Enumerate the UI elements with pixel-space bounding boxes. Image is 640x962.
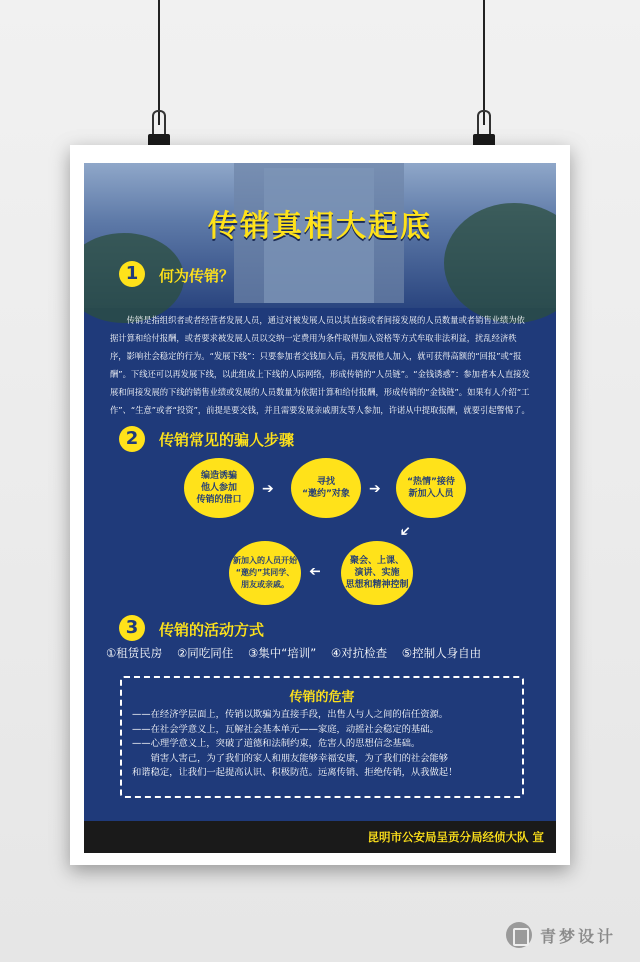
- poster: [70, 145, 570, 865]
- method-item: ⑤控制人身自由: [401, 646, 482, 660]
- step-5-circle: 新加入的人员开始 “邀约”其同学、 朋友或亲戚。: [229, 541, 301, 605]
- step-1-circle: 编造诱骗 他人参加 传销的借口: [184, 458, 254, 518]
- arrow-down-left-icon: ➔: [395, 521, 415, 541]
- harm-line: ——心理学意义上，突破了道德和法制约束，危害人的思想信念基础。: [132, 738, 421, 749]
- qingmeng-logo-icon: [506, 922, 532, 948]
- hanging-string-left: [158, 0, 160, 125]
- arrow-right-icon: ➔: [369, 481, 381, 497]
- method-item: ④对抗检查: [330, 646, 388, 660]
- section-1-number: 1: [119, 261, 145, 287]
- section-3-heading: 传销的活动方式: [159, 621, 265, 639]
- arrow-left-icon: ➔: [309, 563, 321, 579]
- harm-box: [120, 676, 524, 798]
- section-2-number: 2: [119, 426, 145, 452]
- section-1-paragraph: 传销是指组织者或者经营者发展人员，通过对被发展人员以其直接或者间接发展的人员数量或者销售业绩为依据计算和给付报酬，或者要求被发展人员以交纳一定费用为条件取得加入资格等方式牟取非法利益，扰乱经济秩序，影响社会稳定的行为。“发展下线”：只要参加者交钱加入后，再发展他人加入，就可获得高额的“回报”或“报酬”。下线还可以再发展下线，以此组成上下线的人际网络，形成传销的“人员链”。“金钱诱惑”：参加者本人直接发展和间接发展的下线的销售业绩或发展的人员数量为依据计算和给付报酬，形成传销的“金钱链”。如果有人介绍“工作”、“生意”或者“投资”，前提是要交钱，并且需要发展亲戚朋友等人参加，许诺从中提取报酬，就要引起警惕了。: [110, 315, 530, 415]
- footer-credit: 昆明市公安局呈贡分局经侦大队 宣: [84, 821, 556, 853]
- section-2-heading: 传销常见的骗人步骤: [159, 431, 295, 449]
- watermark-text: 青梦设计: [539, 926, 616, 946]
- watermark-logo: [506, 922, 616, 948]
- poster-sheet: [84, 163, 556, 853]
- method-item: ③集中“培训”: [247, 646, 317, 660]
- hanging-string-right: [483, 0, 485, 125]
- harm-text: [132, 708, 516, 781]
- section-1-heading: 何为传销？: [159, 267, 235, 285]
- arrow-right-icon: ➔: [262, 481, 274, 497]
- step-4-circle: 聚会、上课、 演讲、实施 思想和精神控制: [341, 541, 413, 605]
- section-3-number: 3: [119, 615, 145, 641]
- step-3-circle: “热情”接待 新加入人员: [396, 458, 466, 518]
- method-item: ②同吃同住: [176, 646, 234, 660]
- method-item: ①租赁民房: [106, 646, 163, 660]
- step-2-circle: 寻找 “邀约”对象: [291, 458, 361, 518]
- harm-line: 销害人害己，为了我们的家人和朋友能够幸福安康，为了我们的社会能够: [132, 752, 449, 764]
- harm-line: ——在社会学意义上，瓦解社会基本单元——家庭，动摇社会稳定的基础。: [132, 723, 439, 735]
- poster-title: 传销真相大起底: [208, 209, 432, 244]
- activity-methods: [106, 645, 492, 661]
- harm-line: 和谐稳定，让我们一起提高认识、积极防范。远离传销、拒绝传销，从我做起！: [132, 767, 458, 778]
- harm-title: 传销的危害: [289, 690, 355, 705]
- harm-line: ——在经济学层面上，传销以欺骗为直接手段，出售人与人之间的信任资源。: [132, 709, 449, 720]
